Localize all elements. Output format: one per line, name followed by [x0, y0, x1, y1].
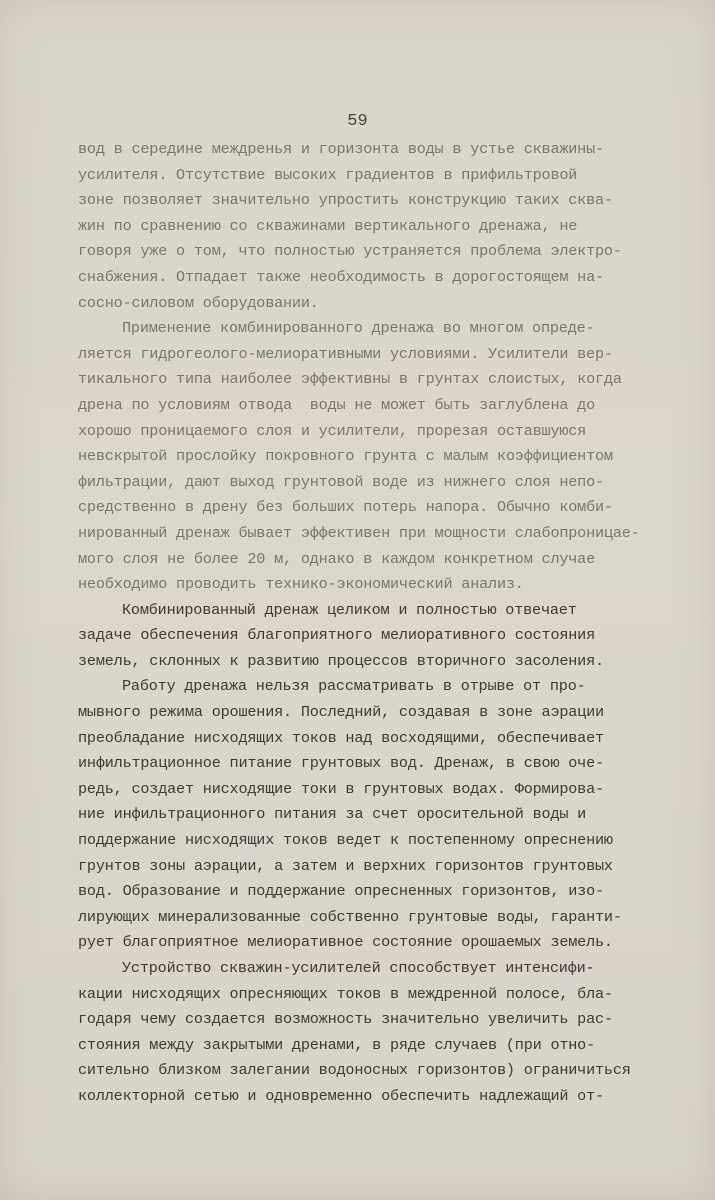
text-line: поддержание нисходящих токов ведет к постепенному опреснению: [78, 831, 613, 850]
text-line: лирующих минерализованные собственно грунтовые воды, гаранти-: [78, 907, 622, 926]
text-line: Комбинированный дренаж целиком и полностью отвечает: [122, 600, 577, 619]
text-line: задаче обеспечения благоприятного мелиоративного состояния: [78, 626, 596, 645]
text-line: невскрытой прослойку покровного грунта с малым коэффициентом: [78, 447, 613, 466]
text-line: снабжения. Отпадает также необходимость в дорогостоящем на-: [78, 267, 604, 286]
text-line: ние инфильтрационного питания за счет оросительной воды и: [78, 805, 587, 824]
text-line: Устройство скважин-усилителей способствует интенсифи-: [122, 959, 595, 977]
text-line: нированный дренаж бывает эффективен при мощности слабопроницае-: [78, 523, 640, 542]
text-line: земель, склонных к развитию процессов вторичного засоления.: [78, 651, 604, 670]
body-text: [78, 137, 683, 1110]
text-line: необходимо проводить технико-экономический анализ.: [78, 575, 524, 594]
page-number: 59: [347, 112, 368, 131]
text-line: средственно в дрену без больших потерь напора. Обычно комби-: [78, 498, 613, 517]
text-line: вод в середине междренья и горизонта воды в устье скважины-: [78, 140, 604, 158]
text-line: Применение комбинированного дренажа во многом опреде-: [122, 319, 595, 338]
text-line: хорошо проницаемого слоя и усилители, прорезая оставшуюся: [78, 421, 587, 440]
text-line: коллекторной сетью и одновременно обеспечить надлежащий от-: [78, 1086, 604, 1105]
text-line: мывного режима орошения. Последний, создавая в зоне аэрации: [78, 703, 604, 722]
text-line: кации нисходящих опресняющих токов в междренной полосе, бла-: [78, 984, 613, 1003]
text-line: фильтрации, дают выход грунтовой воде из нижнего слоя непо-: [78, 472, 604, 491]
text-line: инфильтрационное питание грунтовых вод. Дренаж, в свою оче-: [78, 754, 604, 773]
text-line: зоне позволяет значительно упростить конструкцию таких сква-: [78, 191, 613, 210]
text-line: ляется гидрогеолого-мелиоративными условиями. Усилители вер-: [78, 344, 613, 363]
text-line: усилителя. Отсутствие высоких градиентов в прифильтровой: [78, 165, 578, 184]
text-line: редь, создает нисходящие токи в грунтовых водах. Формирова-: [78, 779, 604, 798]
text-line: мого слоя не более 20 м, однако в каждом конкретном случае: [78, 549, 596, 568]
text-line: сосно-силовом оборудовании.: [78, 293, 319, 312]
text-line: Работу дренажа нельзя рассматривать в отрыве от про-: [122, 677, 586, 696]
text-line: тикального типа наиболее эффективны в грунтах слоистых, когда: [78, 370, 622, 389]
text-line: стояния между закрытыми дренами, в ряде случаев (при отно-: [78, 1035, 596, 1054]
text-line: сительно близком залегании водоносных горизонтов) ограничиться: [78, 1061, 631, 1080]
text-line: рует благоприятное мелиоративное состояние орошаемых земель.: [78, 933, 613, 952]
text-line: говоря уже о том, что полностью устраняется проблема электро-: [78, 242, 622, 261]
text-line: преобладание нисходящих токов над восходящими, обеспечивает: [78, 728, 604, 747]
text-line: годаря чему создается возможность значительно увеличить рас-: [78, 1010, 613, 1029]
text-line: грунтов зоны аэрации, а затем и верхних горизонтов грунтовых: [78, 856, 613, 875]
text-line: вод. Образование и поддержание опресненных горизонтов, изо-: [78, 882, 604, 901]
text-line: дрена по условиям отвода воды не может быть заглублена до: [78, 395, 596, 414]
text-line: жин по сравнению со скважинами вертикального дренажа, не: [78, 216, 578, 235]
